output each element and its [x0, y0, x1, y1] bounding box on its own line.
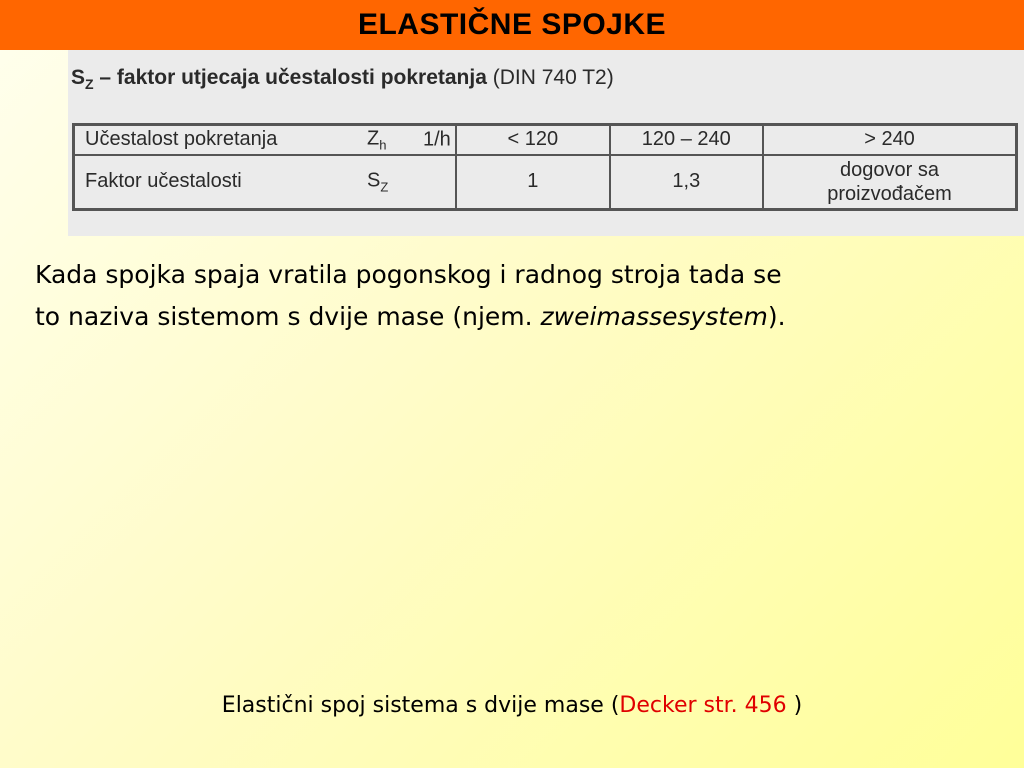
table-cell: < 120 — [456, 125, 609, 155]
table-heading — [71, 66, 614, 92]
cell-line: proizvođačem — [827, 182, 952, 205]
table-row — [74, 125, 1017, 155]
body-paragraph — [35, 254, 995, 338]
body-line-2-end: ). — [767, 302, 786, 331]
caption-text: Elastični spoj sistema s dvije mase ( — [221, 693, 620, 718]
slide-title-bar — [0, 0, 1024, 50]
table-cell: > 240 — [763, 125, 1016, 155]
row-label-cell — [74, 125, 457, 155]
heading-symbol: $S_Z$ — [71, 66, 94, 93]
figure-caption — [0, 693, 1024, 718]
row-label: Učestalost pokretanja — [85, 128, 278, 151]
caption-reference: Decker str. 456 — [619, 693, 787, 718]
table-cell: 1 — [456, 155, 609, 210]
body-italic-term: zweimassesystem — [540, 302, 768, 331]
heading-bold-text: – faktor utjecaja učestalosti pokretanja — [93, 66, 487, 89]
body-line-2-start: to naziva sistemom s dvije mase (njem. — [35, 302, 541, 331]
heading-standard: (DIN 740 T2) — [486, 66, 614, 89]
body-line-1: Kada spojka spaja vratila pogonskog i radnog stroja tada se — [35, 260, 782, 289]
row-label-cell — [74, 155, 457, 210]
table-row — [74, 155, 1017, 210]
scanned-table-image — [68, 50, 1024, 236]
row-symbol: $Z_h$ — [367, 127, 387, 153]
row-unit: 1/h — [423, 128, 451, 151]
frequency-table — [72, 123, 1018, 211]
slide-title: ELASTIČNE SPOJKE — [357, 8, 667, 41]
table-cell: 1,3 — [610, 155, 763, 210]
row-symbol: $S_Z$ — [367, 169, 389, 195]
table-cell — [763, 155, 1016, 210]
caption-end: ) — [786, 693, 803, 718]
cell-line: dogovor sa — [840, 158, 939, 181]
row-label: Faktor učestalosti — [85, 170, 242, 193]
table-cell: 120 – 240 — [610, 125, 763, 155]
